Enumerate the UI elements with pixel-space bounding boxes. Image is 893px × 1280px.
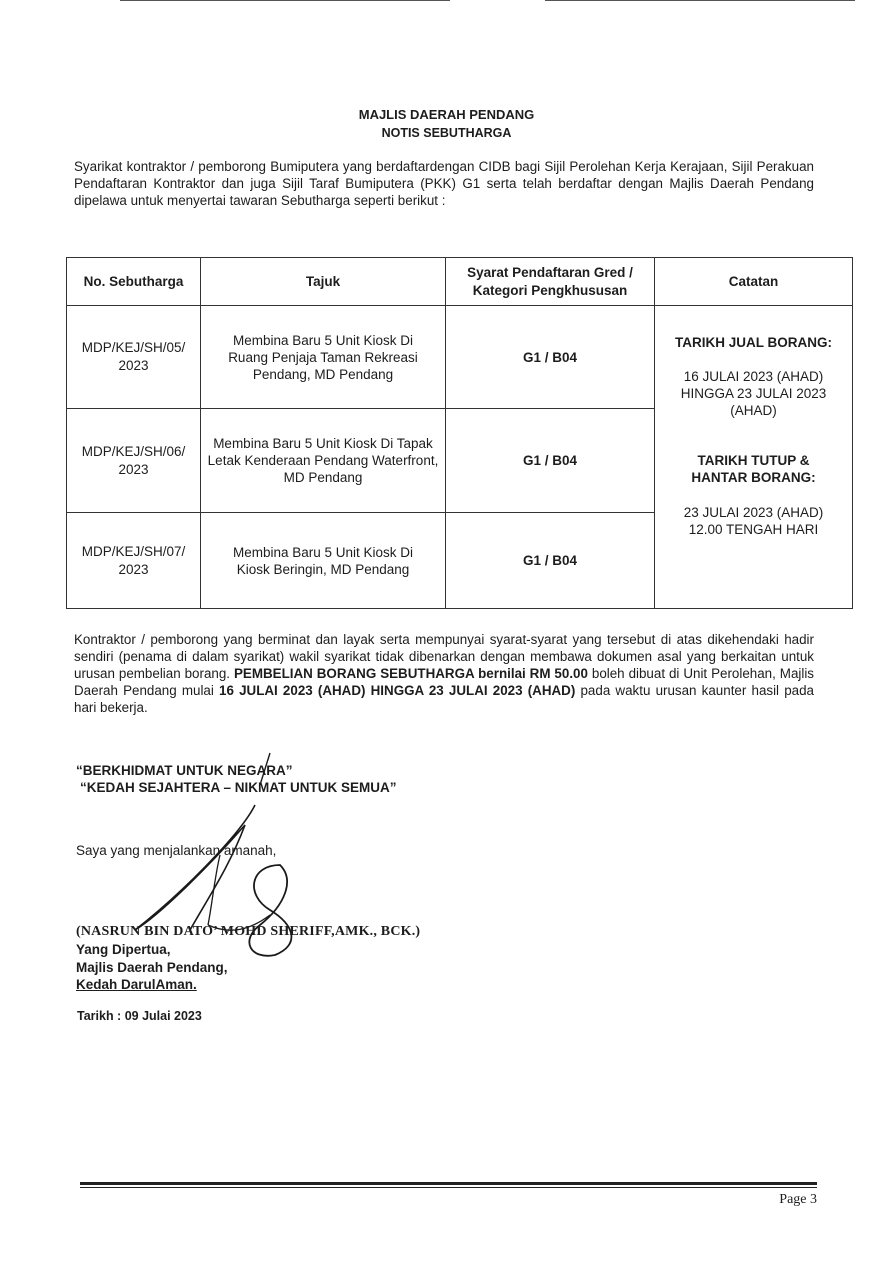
scan-edge-line [120,0,450,1]
notice-title: NOTIS SEBUTHARGA [381,126,512,140]
quotation-title-text: Membina Baru 5 Unit Kiosk Di Kiosk Beringin, MD Pendang [232,544,414,577]
document-date: Tarikh : 09 Julai 2023 [77,1009,202,1023]
quotation-grade: G1 / B04 [446,306,655,409]
closing-paragraph [74,631,814,716]
quotation-title-text: Membina Baru 5 Unit Kiosk Di Tapak Letak Kenderaan Pendang Waterfront, MD Pendang [207,436,439,485]
motto-line-2: “KEDAH SEJAHTERA – NIKMAT UNTUK SEMUA” [80,780,397,795]
closing-date-value: 23 JULAI 2023 (AHAD) 12.00 TENGAH HARI [683,505,824,537]
quotation-title [201,306,446,409]
footer-rule-thin [80,1187,817,1188]
quotation-number-text: MDP/KEJ/SH/07/ 2023 [81,543,186,577]
header-syarat [446,258,655,306]
organization-title: MAJLIS DAERAH PENDANG [358,107,535,122]
closing-text-3: boleh dibuat di Unit Perolehan, Majlis Daerah Pendang mulai [74,666,815,698]
quotation-grade: G1 / B04 [446,513,655,609]
closing-text-2: PEMBELIAN BORANG SEBUTHARGA bernilai RM 50.00 [233,666,588,681]
table-header-row [67,258,853,306]
quotation-title [201,409,446,513]
intro-paragraph: Syarikat kontraktor / pemborong Bumiputera yang berdaftardengan CIDB bagi Sijil Perolehan Kerja Kerajaan, Sijil Perakuan Pendaftaran Kontraktor dan juga Sijil Taraf Bumiputera (PKK) G1 serta telah berdaftar dengan Majlis Daerah Pendang dipelawa untuk menyertai tawaran Sebutharga seperti berikut : [74,159,814,208]
quotation-number [67,513,201,609]
quotation-grade: G1 / B04 [446,409,655,513]
signatory-name: (NASRUN BIN DATO’ MOHD SHERIFF,AMK., BCK.) [76,924,421,939]
quotation-number [67,409,201,513]
footer-rule-thick [80,1182,817,1185]
closing-date-label: TARIKH TUTUP & HANTAR BORANG: [691,453,816,485]
header-syarat-label: Syarat Pendaftaran Gred / Kategori Pengkhususan [467,264,633,298]
header-tajuk: Tajuk [201,258,446,306]
catatan-content [655,334,852,538]
header-no-sebutharga: No. Sebutharga [67,258,201,306]
salutation: Saya yang menjalankan amanah, [76,843,277,858]
closing-text-5: pada waktu urusan kaunter hasil pada hari bekerja. [74,683,814,715]
quotation-number-text: MDP/KEJ/SH/06/ 2023 [81,443,186,477]
motto-line-1: “BERKHIDMAT UNTUK NEGARA” [76,763,293,778]
quotation-number [67,306,201,409]
signatory-state: Kedah DarulAman. [76,977,197,992]
closing-text-1: Kontraktor / pemborong yang berminat dan layak serta mempunyai syarat-syarat yang tersebut di atas dikehendaki hadir sendiri (penama di dalam syarikat) wakil syarikat tidak dibenarkan dengan membawa dokumen asal yang berkaitan untuk urusan pembelian borang. [74,632,814,681]
header-catatan: Catatan [655,258,853,306]
quotation-title-text: Membina Baru 5 Unit Kiosk Di Ruang Penjaja Taman Rekreasi Pendang, MD Pendang [228,332,418,382]
signatory-council: Majlis Daerah Pendang, [76,960,228,975]
closing-text-4: 16 JULAI 2023 (AHAD) HINGGA 23 JULAI 2023 (AHAD) [219,683,576,698]
scan-edge-line [545,0,855,1]
quotation-number-text: MDP/KEJ/SH/05/ 2023 [81,340,186,373]
page-number: Page 3 [779,1192,817,1207]
signatory-position: Yang Dipertua, [76,942,171,957]
sale-date-value: 16 JULAI 2023 (AHAD) HINGGA 23 JULAI 2023 (AHAD) [680,369,827,418]
sale-date-label: TARIKH JUAL BORANG: [675,335,832,350]
quotation-title [201,513,446,609]
